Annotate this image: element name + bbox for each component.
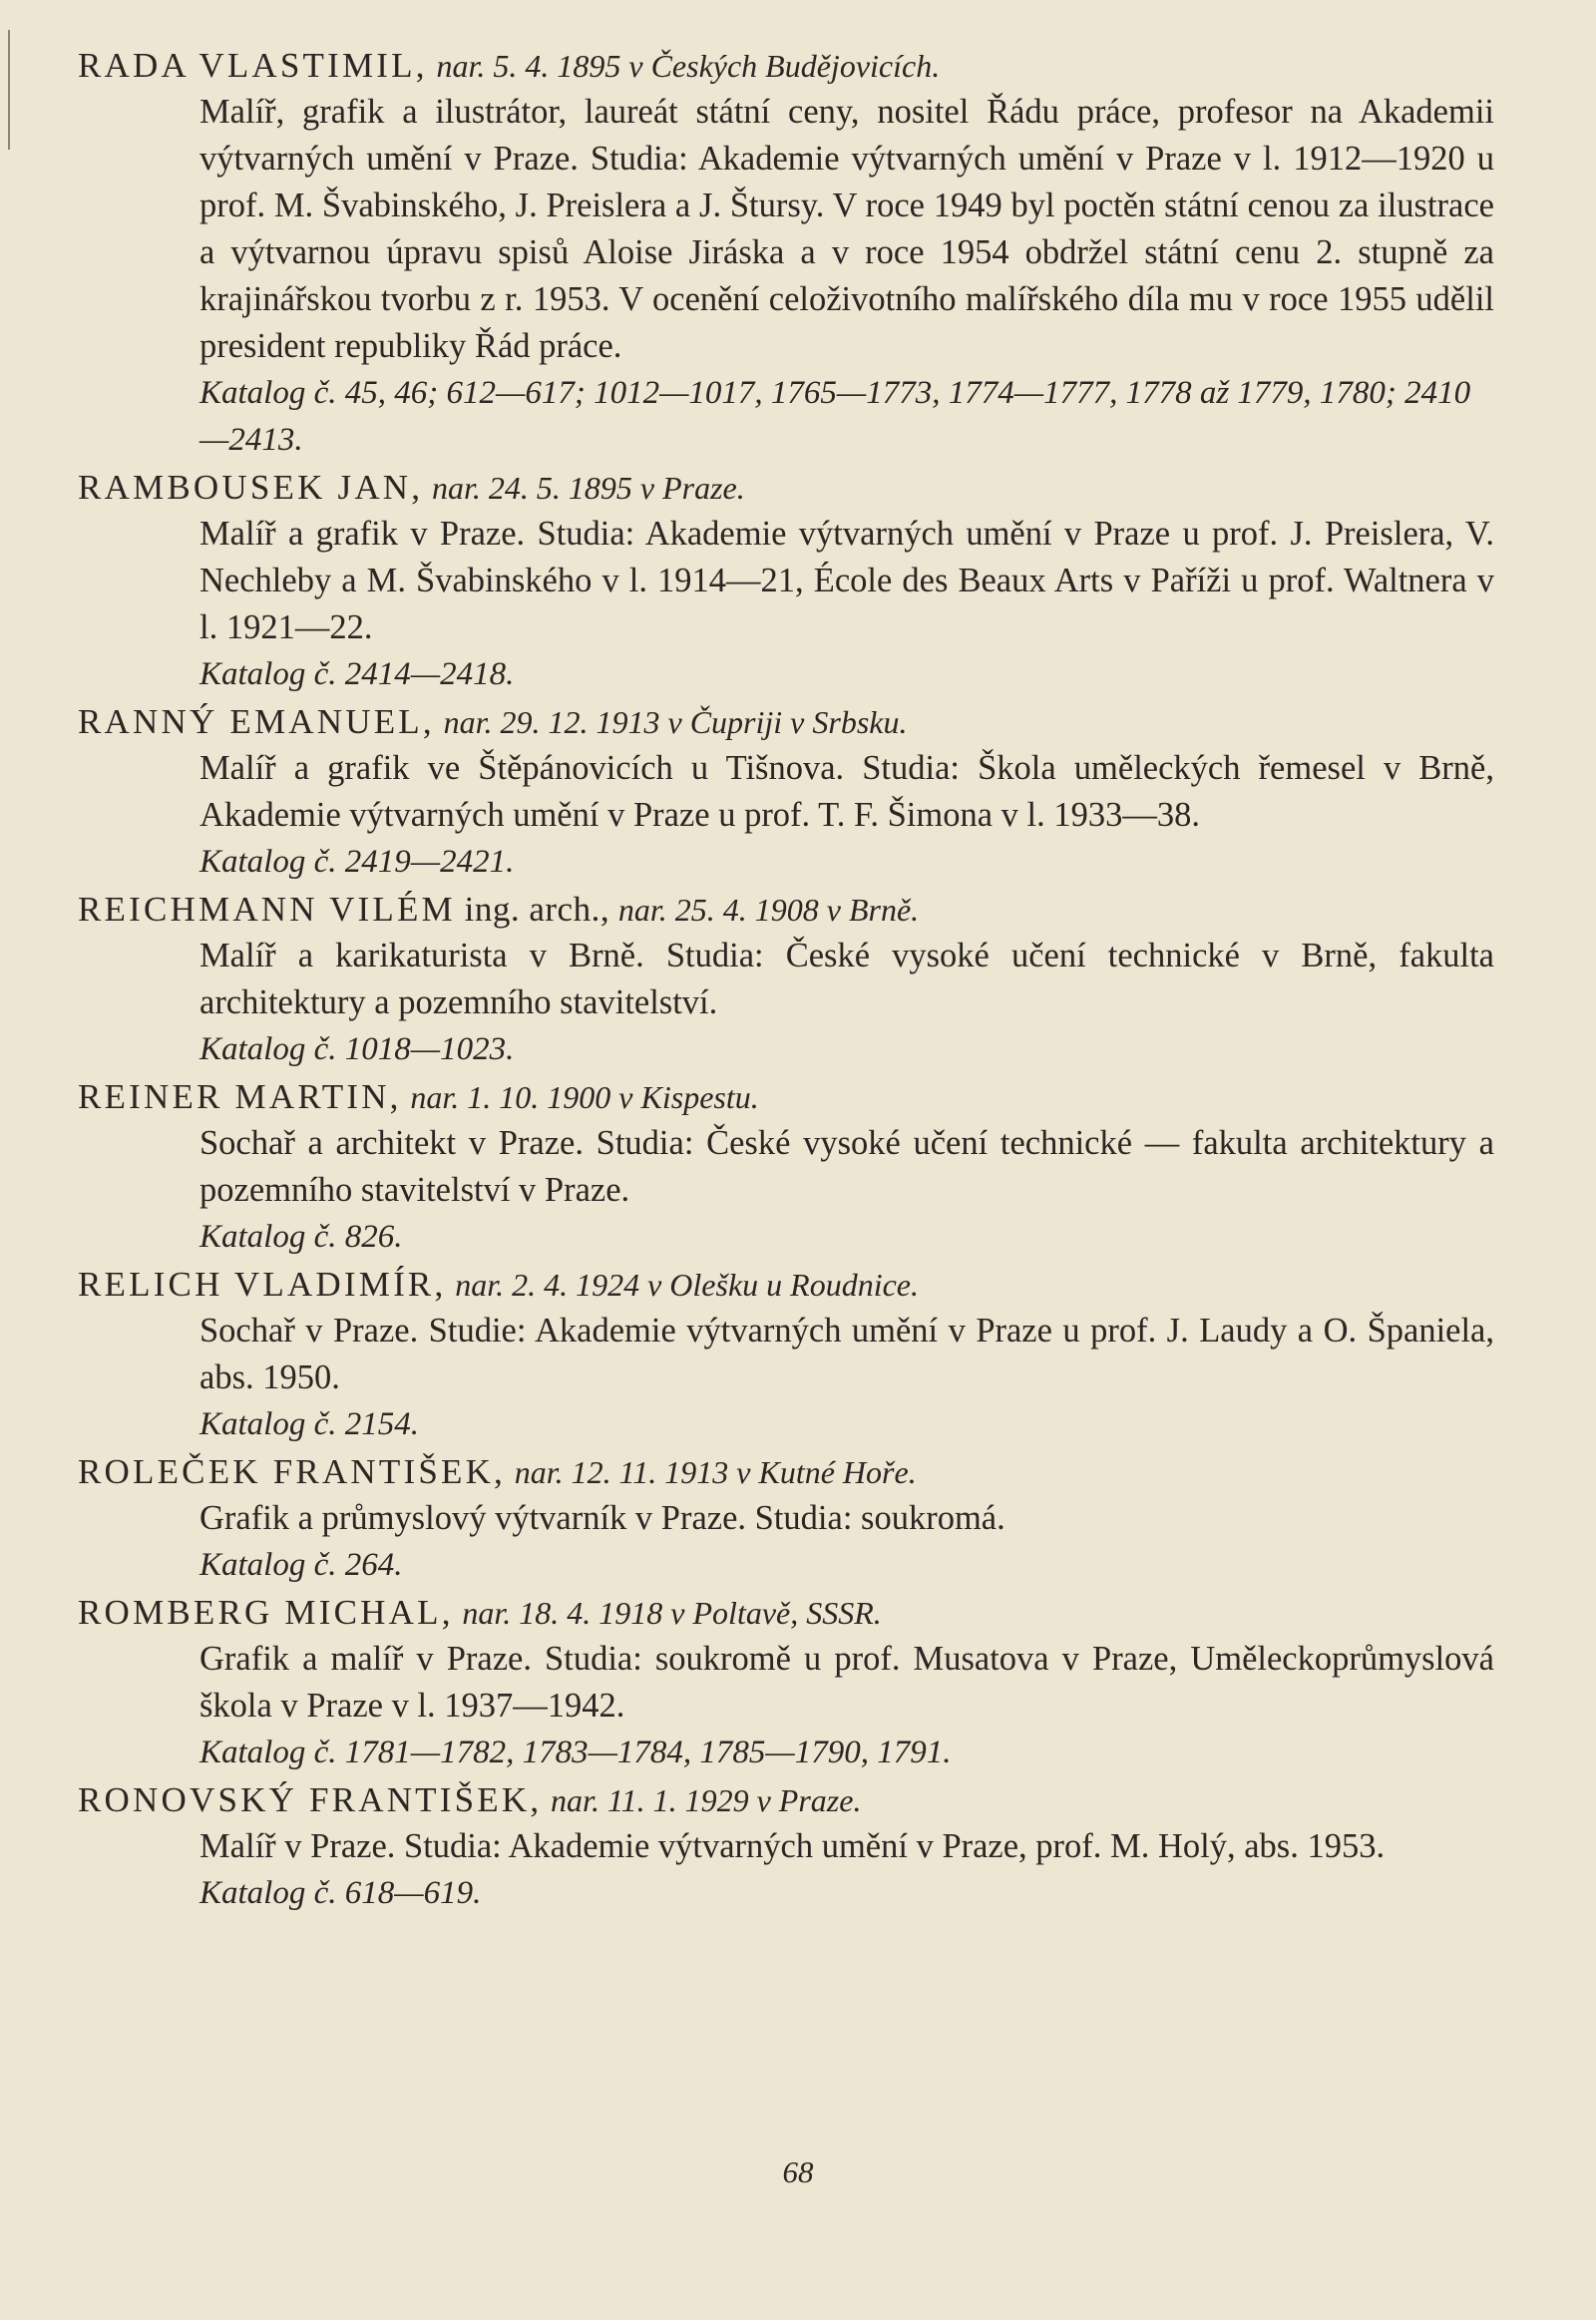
birth-info: nar. 24. 5. 1895 v Praze. <box>431 470 745 506</box>
birth-info: nar. 29. 12. 1913 v Čupriji v Srbsku. <box>443 704 908 740</box>
birth-info: nar. 1. 10. 1900 v Kispestu. <box>410 1079 759 1115</box>
entry-heading <box>78 886 1494 933</box>
entry <box>78 1261 1494 1448</box>
biography: Grafik a průmyslový výtvarník v Praze. Studia: soukromá. <box>200 1499 1005 1537</box>
entry <box>78 42 1494 464</box>
entry <box>78 698 1494 886</box>
biography: Sochař v Praze. Studie: Akademie výtvarných umění v Praze u prof. J. Laudy a O. Španiela, abs. 1950. <box>200 1312 1494 1396</box>
artist-name: RANNÝ EMANUEL, <box>78 702 435 741</box>
artist-name: RONOVSKÝ FRANTIŠEK, <box>78 1780 543 1819</box>
entry-heading <box>78 1448 1494 1495</box>
artist-name: RADA VLASTIMIL, <box>78 46 428 85</box>
catalog-numbers: Katalog č. 2414—2418. <box>200 656 515 692</box>
entry-heading <box>78 1073 1494 1120</box>
catalog-numbers: Katalog č. 826. <box>200 1219 403 1255</box>
catalog-numbers: Katalog č. 45, 46; 612—617; 1012—1017, 1765—1773, 1774—1777, 1778 až 1779, 1780; 2410—2413. <box>200 375 1471 458</box>
page-content <box>78 42 1494 1917</box>
entry-heading <box>78 42 1494 89</box>
catalog-numbers: Katalog č. 1781—1782, 1783—1784, 1785—1790, 1791. <box>200 1735 952 1770</box>
entry-heading <box>78 1261 1494 1308</box>
margin-mark <box>8 30 10 150</box>
biography: Malíř v Praze. Studia: Akademie výtvarných umění v Praze, prof. M. Holý, abs. 1953. <box>200 1827 1386 1865</box>
entry <box>78 464 1494 698</box>
entry-heading <box>78 1776 1494 1823</box>
catalog-numbers: Katalog č. 2419—2421. <box>200 844 515 880</box>
artist-name: RAMBOUSEK JAN, <box>78 468 424 507</box>
entry-heading <box>78 1589 1494 1636</box>
entry-heading <box>78 464 1494 511</box>
artist-name: ROMBERG MICHAL, <box>78 1593 454 1632</box>
birth-info: nar. 2. 4. 1924 v Olešku u Roudnice. <box>455 1267 919 1303</box>
artist-title: ing. arch., <box>464 890 610 929</box>
birth-info: nar. 5. 4. 1895 v Českých Budějovicích. <box>436 48 941 84</box>
artist-name: RELICH VLADIMÍR, <box>78 1265 447 1304</box>
entry-heading <box>78 698 1494 745</box>
entry <box>78 1589 1494 1776</box>
entry <box>78 886 1494 1073</box>
biography: Malíř a grafik v Praze. Studia: Akademie výtvarných umění v Praze u prof. J. Preislera, V. Nechleby a M. Švabinského v l. 1914—21, École des Beaux Arts v Paříži u prof. Waltnera v l. 1921—22. <box>200 515 1494 646</box>
biography: Grafik a malíř v Praze. Studia: soukromě u prof. Musatova v Praze, Uměleckoprůmyslová škola v Praze v l. 1937—1942. <box>200 1640 1494 1725</box>
birth-info: nar. 12. 11. 1913 v Kutné Hoře. <box>514 1454 917 1490</box>
biography: Malíř a karikaturista v Brně. Studia: České vysoké učení technické v Brně, fakulta architektury a pozemního stavitelství. <box>200 937 1494 1021</box>
catalog-numbers: Katalog č. 264. <box>200 1547 403 1583</box>
artist-name: REICHMANN VILÉM <box>78 890 456 929</box>
biography: Malíř a grafik ve Štěpánovicích u Tišnova. Studia: Škola uměleckých řemesel v Brně, Akademie výtvarných umění v Praze u prof. T. F. Šimona v l. 1933—38. <box>200 749 1494 834</box>
biography: Sochař a architekt v Praze. Studia: České vysoké učení technické — fakulta architektury a pozemního stavitelství v Praze. <box>200 1124 1494 1209</box>
birth-info: nar. 25. 4. 1908 v Brně. <box>617 892 920 928</box>
birth-info: nar. 11. 1. 1929 v Praze. <box>551 1782 862 1818</box>
entry <box>78 1776 1494 1917</box>
birth-info: nar. 18. 4. 1918 v Poltavě, SSSR. <box>462 1595 882 1631</box>
artist-name: ROLEČEK FRANTIŠEK, <box>78 1452 506 1491</box>
entry <box>78 1448 1494 1589</box>
catalog-numbers: Katalog č. 1018—1023. <box>200 1031 515 1067</box>
catalog-numbers: Katalog č. 618—619. <box>200 1875 482 1911</box>
page-number: 68 <box>782 2154 814 2189</box>
biography: Malíř, grafik a ilustrátor, laureát státní ceny, nositel Řádu práce, profesor na Akademii výtvarných umění v Praze. Studia: Akademie výtvarných umění v Praze v l. 1912—1920 u prof. M. Švabinského, J. Preislera a J. Štursy. V roce 1949 byl poctěn státní cenou za ilustrace a výtvarnou úpravu spisů Aloise Jiráska a v roce 1954 obdržel státní cenu 2. stupně za krajinářskou tvorbu z r. 1953. V ocenění celoživotního malířského díla mu v roce 1955 udělil president republiky Řád práce. <box>200 93 1494 365</box>
catalog-numbers: Katalog č. 2154. <box>200 1406 419 1442</box>
entry <box>78 1073 1494 1261</box>
artist-name: REINER MARTIN, <box>78 1077 402 1116</box>
